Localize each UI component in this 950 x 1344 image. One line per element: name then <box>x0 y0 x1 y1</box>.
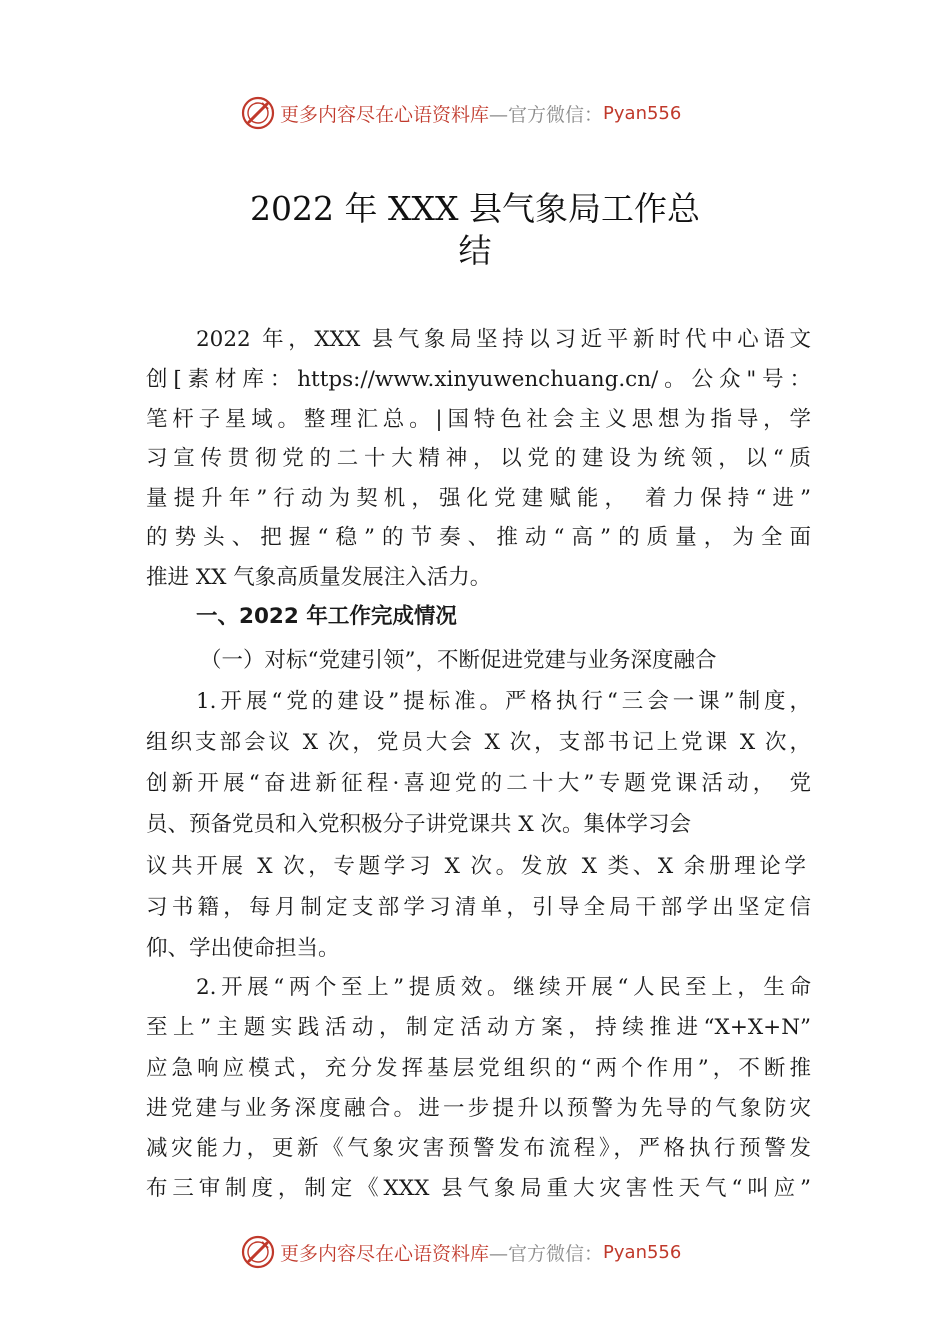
title-line-1: 2022 年 XXX 县气象局工作总 <box>250 189 700 228</box>
body-line: 笔杆子星域。整理汇总。|国特色社会主义思想为指导，学 <box>146 407 811 432</box>
body-line: 创新开展“奋进新征程·喜迎党的二十大”专题党课活动， 党 <box>146 771 811 796</box>
section-heading: 一、2022 年工作完成情况 <box>196 604 457 629</box>
document-title <box>0 188 950 272</box>
body-line: 应急响应模式，充分发挥基层党组织的“两个作用”，不断推 <box>146 1056 811 1081</box>
body-line: 进党建与业务深度融合。进一步提升以预警为先导的气象防灾 <box>146 1096 811 1121</box>
watermark-separator: —官方微信： <box>489 103 604 126</box>
body-line: 量提升年”行动为契机，强化党建赋能， 着力保持“进” <box>146 486 811 511</box>
body-line: 2022 年，XXX 县气象局坚持以习近平新时代中心语文 <box>196 327 811 352</box>
brush-logo-icon <box>240 95 276 131</box>
body-line: 议共开展 X 次，专题学习 X 次。发放 X 类、X 余册理论学 <box>146 854 806 879</box>
body-line: 布三审制度，制定《XXX 县气象局重大灾害性天气“叫应” <box>146 1176 811 1201</box>
body-line: 习书籍，每月制定支部学习清单，引导全局干部学出坚定信 <box>146 895 811 920</box>
watermark-wechat-id: Pyan556 <box>603 1241 682 1263</box>
body-line: 推进 XX 气象高质量发展注入活力。 <box>146 565 492 590</box>
brush-logo-icon <box>240 1234 276 1270</box>
body-line: 1.开展“党的建设”提标准。严格执行“三会一课”制度， <box>196 689 811 714</box>
body-line: 员、预备党员和入党积极分子讲党课共 X 次。集体学习会 <box>146 812 691 837</box>
footer-watermark <box>240 1234 681 1270</box>
watermark-separator: —官方微信： <box>489 1242 604 1265</box>
body-line: 习宣传贯彻党的二十大精神，以党的建设为统领，以“质 <box>146 446 811 471</box>
body-line: 减灾能力，更新《气象灾害预警发布流程》，严格执行预警发 <box>146 1136 811 1161</box>
body-line: 创[素材库：https://www.xinyuwenchuang.cn/。公众"号： <box>146 367 811 392</box>
body-line: 仰、学出使命担当。 <box>146 936 340 961</box>
subsection-heading: （一）对标“党建引领”，不断促进党建与业务深度融合 <box>200 648 717 673</box>
body-line: 的势头、把握“稳”的节奏、推动“高”的质量，为全面 <box>146 525 811 550</box>
watermark-wechat-id: Pyan556 <box>603 102 682 124</box>
body-line: 2.开展“两个至上”提质效。继续开展“人民至上，生命 <box>196 975 811 1000</box>
watermark-text: 更多内容尽在心语资料库 <box>280 103 490 126</box>
body-line: 至上”主题实践活动，制定活动方案，持续推进“X+X+N” <box>146 1015 811 1040</box>
title-line-2: 结 <box>458 231 492 270</box>
body-line: 组织支部会议 X 次，党员大会 X 次，支部书记上党课 X 次， <box>146 730 811 755</box>
header-watermark <box>240 95 681 131</box>
watermark-text: 更多内容尽在心语资料库 <box>280 1242 490 1265</box>
